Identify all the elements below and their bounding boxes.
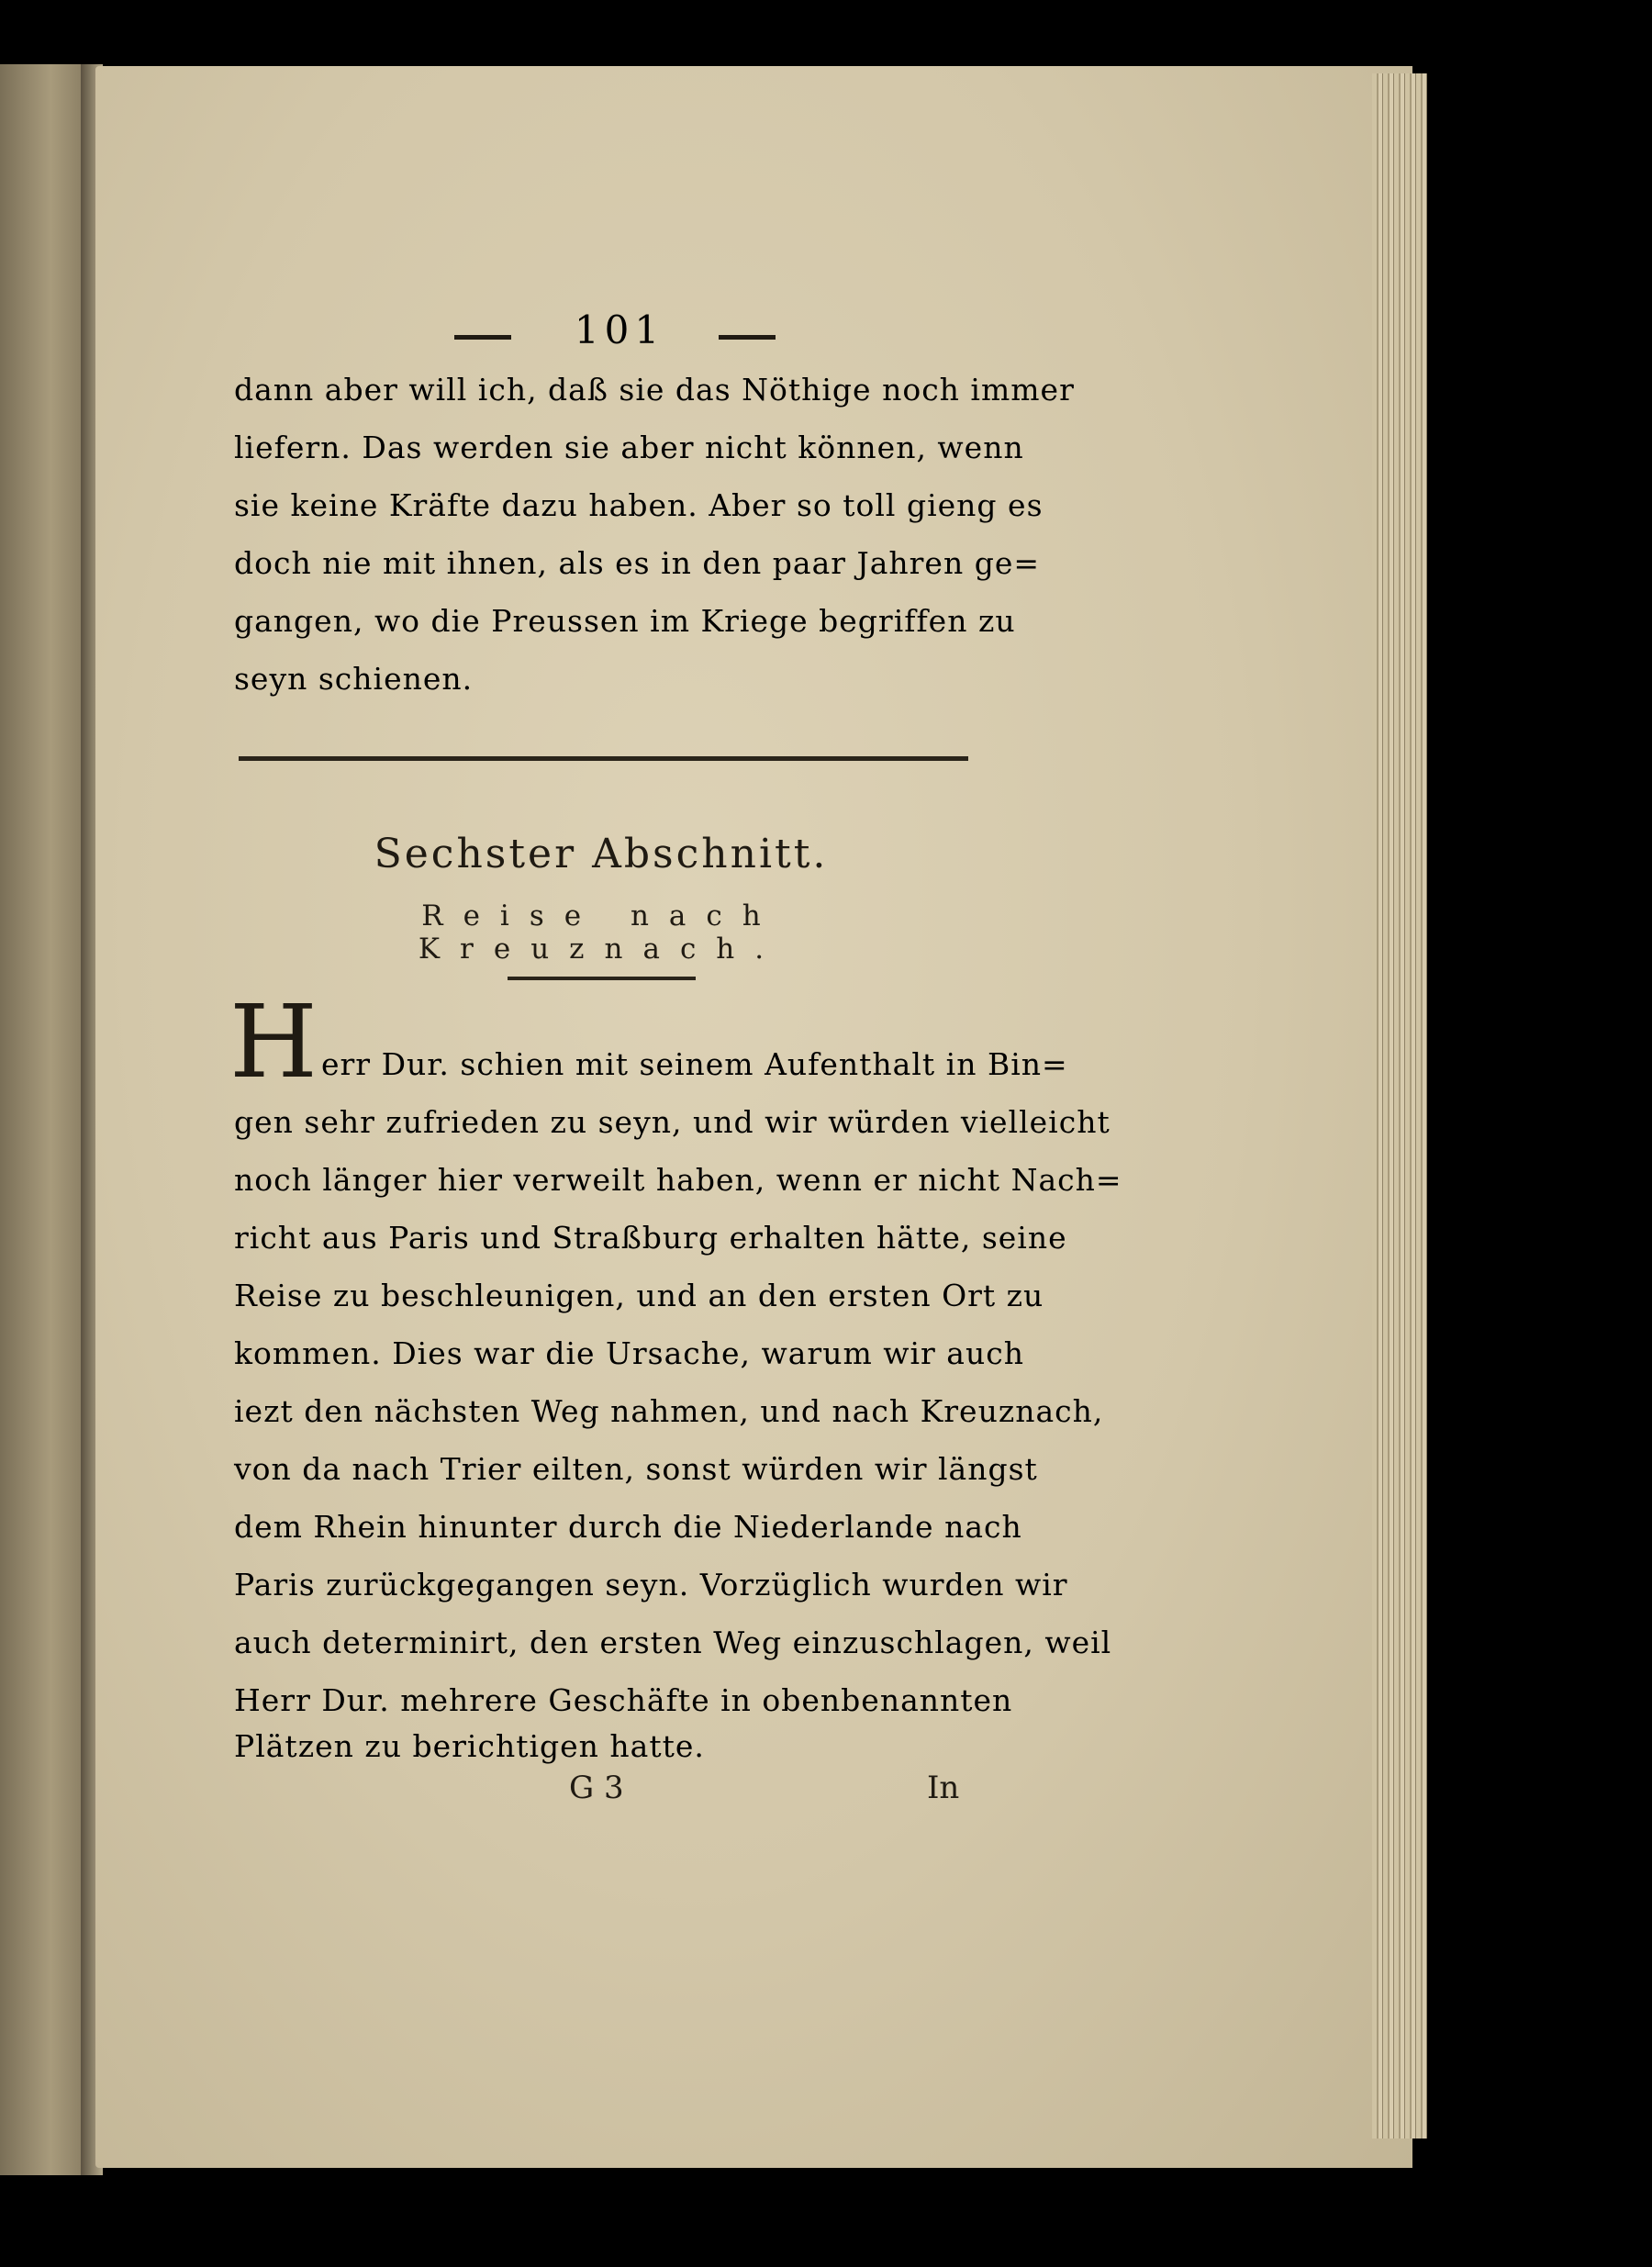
top-line-3: sie keine Kräfte dazu haben. Aber so toll gieng es: [234, 487, 1044, 523]
left-page-edge: [0, 64, 84, 2175]
body-line-4: richt aus Paris und Straßburg erhalten hätte, seine: [234, 1220, 1067, 1256]
body-line-13: Plätzen zu berichtigen hatte.: [234, 1728, 705, 1764]
page-edges: [1372, 73, 1427, 2139]
top-line-6: seyn schienen.: [234, 661, 474, 697]
top-line-1: dann aber will ich, daß sie das Nöthige noch immer: [234, 372, 1075, 408]
top-line-5: gangen, wo die Preussen im Kriege begriffen zu: [234, 603, 1016, 639]
body-line-9: dem Rhein hinunter durch die Niederlande nach: [234, 1509, 1022, 1545]
section-divider: [239, 756, 968, 761]
subtitle-rule: [508, 977, 696, 980]
section-title: Sechster Abschnitt.: [374, 831, 829, 877]
body-line-12: Herr Dur. mehrere Geschäfte in obenbenannten: [234, 1682, 1013, 1718]
page-number: 101: [574, 307, 665, 352]
top-line-2: liefern. Das werden sie aber nicht können, wenn: [234, 430, 1024, 465]
header-dash-right: [719, 335, 776, 340]
body-line-5: Reise zu beschleunigen, und an den ersten Ort zu: [234, 1278, 1044, 1313]
body-line-3: noch länger hier verweilt haben, wenn er nicht Nach=: [234, 1162, 1122, 1198]
body-line-10: Paris zurückgegangen seyn. Vorzüglich wurden wir: [234, 1567, 1068, 1603]
page-header: [234, 307, 968, 363]
top-line-4: doch nie mit ihnen, als es in den paar Jahren ge=: [234, 545, 1041, 581]
signature-mark: G 3: [569, 1770, 624, 1806]
body-line-6: kommen. Dies war die Ursache, warum wir auch: [234, 1335, 1024, 1371]
catchword: In: [927, 1770, 960, 1806]
body-line-1: err Dur. schien mit seinem Aufenthalt in Bin=: [321, 1046, 1068, 1082]
drop-cap: H: [229, 983, 318, 1100]
header-dash-left: [454, 335, 511, 340]
section-subtitle: Reise nach Kreuznach.: [418, 899, 785, 966]
body-line-2: gen sehr zufrieden zu seyn, und wir würden vielleicht: [234, 1104, 1111, 1140]
body-line-7: iezt den nächsten Weg nahmen, und nach Kreuznach,: [234, 1393, 1104, 1429]
body-line-8: von da nach Trier eilten, sonst würden wir längst: [234, 1451, 1038, 1487]
body-line-11: auch determinirt, den ersten Weg einzuschlagen, weil: [234, 1625, 1112, 1660]
